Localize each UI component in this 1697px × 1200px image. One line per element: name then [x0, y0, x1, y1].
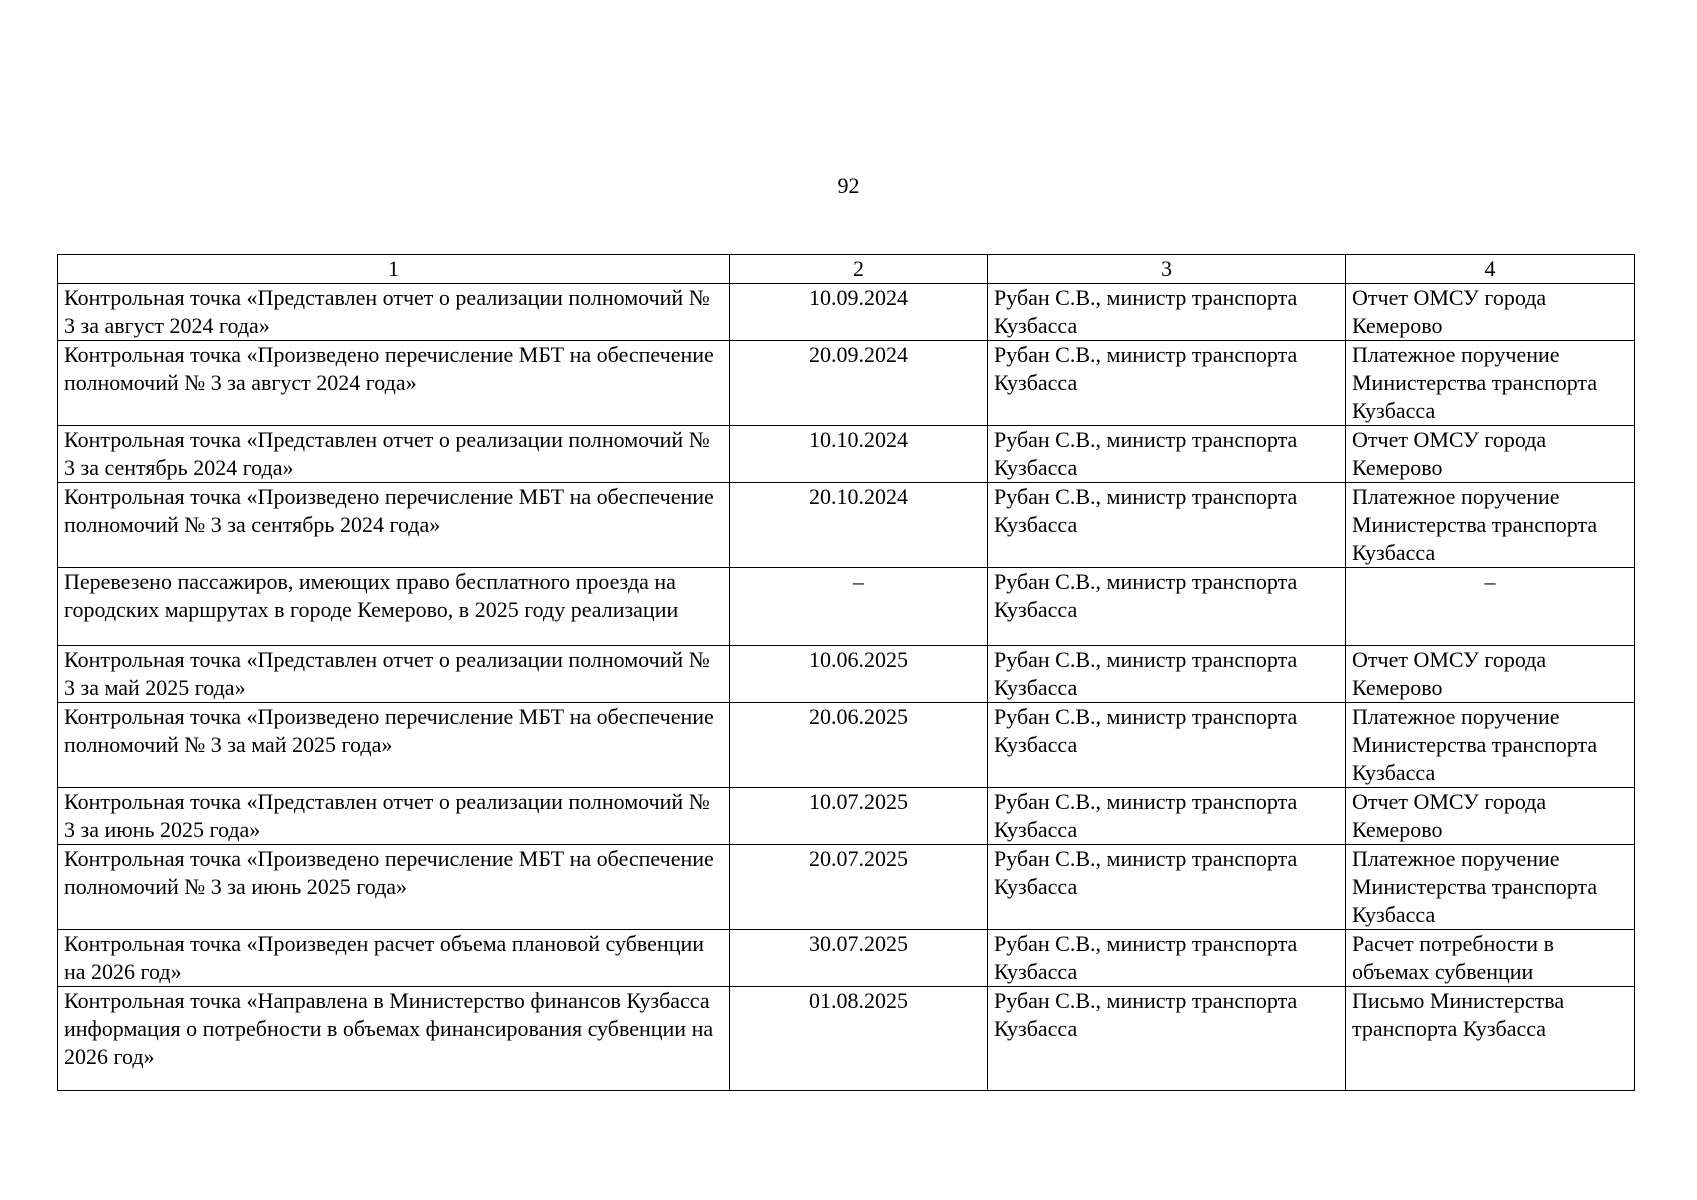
row-responsible: Рубан С.В., министр транспорта Кузбасса — [988, 341, 1346, 426]
row-date: 20.07.2025 — [730, 845, 988, 930]
table-row — [58, 788, 1635, 845]
table-row — [58, 987, 1635, 1091]
row-description: Контрольная точка «Направлена в Министерство финансов Кузбасса информация о потребности в объемах финансирования субвенции на 2026 год» — [58, 987, 730, 1091]
row-document: Отчет ОМСУ города Кемерово — [1346, 284, 1635, 341]
row-document: Платежное поручение Министерства транспорта Кузбасса — [1346, 483, 1635, 568]
table-header-row — [58, 255, 1635, 284]
table-row — [58, 646, 1635, 703]
row-responsible: Рубан С.В., министр транспорта Кузбасса — [988, 568, 1346, 646]
column-header-2: 2 — [730, 255, 988, 284]
row-document: Платежное поручение Министерства транспорта Кузбасса — [1346, 341, 1635, 426]
table-row — [58, 568, 1635, 646]
row-document: Отчет ОМСУ города Кемерово — [1346, 646, 1635, 703]
column-header-4: 4 — [1346, 255, 1635, 284]
row-date: 01.08.2025 — [730, 987, 988, 1091]
table-row — [58, 426, 1635, 483]
row-date: 20.09.2024 — [730, 341, 988, 426]
table-row — [58, 703, 1635, 788]
row-document: – — [1346, 568, 1635, 646]
row-responsible: Рубан С.В., министр транспорта Кузбасса — [988, 788, 1346, 845]
row-date: 20.10.2024 — [730, 483, 988, 568]
row-description: Контрольная точка «Произведено перечисление МБТ на обеспечение полномочий № 3 за май 2025 года» — [58, 703, 730, 788]
row-date: 10.06.2025 — [730, 646, 988, 703]
table-body — [58, 284, 1635, 1091]
row-description: Контрольная точка «Произведен расчет объема плановой субвенции на 2026 год» — [58, 930, 730, 987]
row-description: Контрольная точка «Произведено перечисление МБТ на обеспечение полномочий № 3 за август 2024 года» — [58, 341, 730, 426]
row-date: 10.10.2024 — [730, 426, 988, 483]
table-row — [58, 930, 1635, 987]
row-responsible: Рубан С.В., министр транспорта Кузбасса — [988, 987, 1346, 1091]
row-description: Контрольная точка «Произведено перечисление МБТ на обеспечение полномочий № 3 за сентябрь 2024 года» — [58, 483, 730, 568]
row-description: Контрольная точка «Представлен отчет о реализации полномочий № 3 за май 2025 года» — [58, 646, 730, 703]
row-responsible: Рубан С.В., министр транспорта Кузбасса — [988, 930, 1346, 987]
table-row — [58, 284, 1635, 341]
column-header-1: 1 — [58, 255, 730, 284]
row-date: 20.06.2025 — [730, 703, 988, 788]
column-header-3: 3 — [988, 255, 1346, 284]
row-document: Письмо Министерства транспорта Кузбасса — [1346, 987, 1635, 1091]
row-document: Платежное поручение Министерства транспорта Кузбасса — [1346, 703, 1635, 788]
row-document: Отчет ОМСУ города Кемерово — [1346, 426, 1635, 483]
row-description: Контрольная точка «Произведено перечисление МБТ на обеспечение полномочий № 3 за июнь 2025 года» — [58, 845, 730, 930]
row-description: Контрольная точка «Представлен отчет о реализации полномочий № 3 за сентябрь 2024 года» — [58, 426, 730, 483]
row-description: Контрольная точка «Представлен отчет о реализации полномочий № 3 за июнь 2025 года» — [58, 788, 730, 845]
row-date: 10.07.2025 — [730, 788, 988, 845]
table-row — [58, 845, 1635, 930]
table-row — [58, 341, 1635, 426]
row-responsible: Рубан С.В., министр транспорта Кузбасса — [988, 426, 1346, 483]
row-date: 30.07.2025 — [730, 930, 988, 987]
row-document: Расчет потребности в объемах субвенции — [1346, 930, 1635, 987]
row-responsible: Рубан С.В., министр транспорта Кузбасса — [988, 284, 1346, 341]
row-date: 10.09.2024 — [730, 284, 988, 341]
row-responsible: Рубан С.В., министр транспорта Кузбасса — [988, 845, 1346, 930]
table-row — [58, 483, 1635, 568]
row-description: Перевезено пассажиров, имеющих право бесплатного проезда на городских маршрутах в городе Кемерово, в 2025 году реализации — [58, 568, 730, 646]
row-document: Отчет ОМСУ города Кемерово — [1346, 788, 1635, 845]
row-date: – — [730, 568, 988, 646]
control-points-table — [57, 254, 1635, 1091]
row-document: Платежное поручение Министерства транспорта Кузбасса — [1346, 845, 1635, 930]
row-responsible: Рубан С.В., министр транспорта Кузбасса — [988, 703, 1346, 788]
page-number: 92 — [837, 173, 860, 198]
row-responsible: Рубан С.В., министр транспорта Кузбасса — [988, 483, 1346, 568]
row-description: Контрольная точка «Представлен отчет о реализации полномочий № 3 за август 2024 года» — [58, 284, 730, 341]
row-responsible: Рубан С.В., министр транспорта Кузбасса — [988, 646, 1346, 703]
